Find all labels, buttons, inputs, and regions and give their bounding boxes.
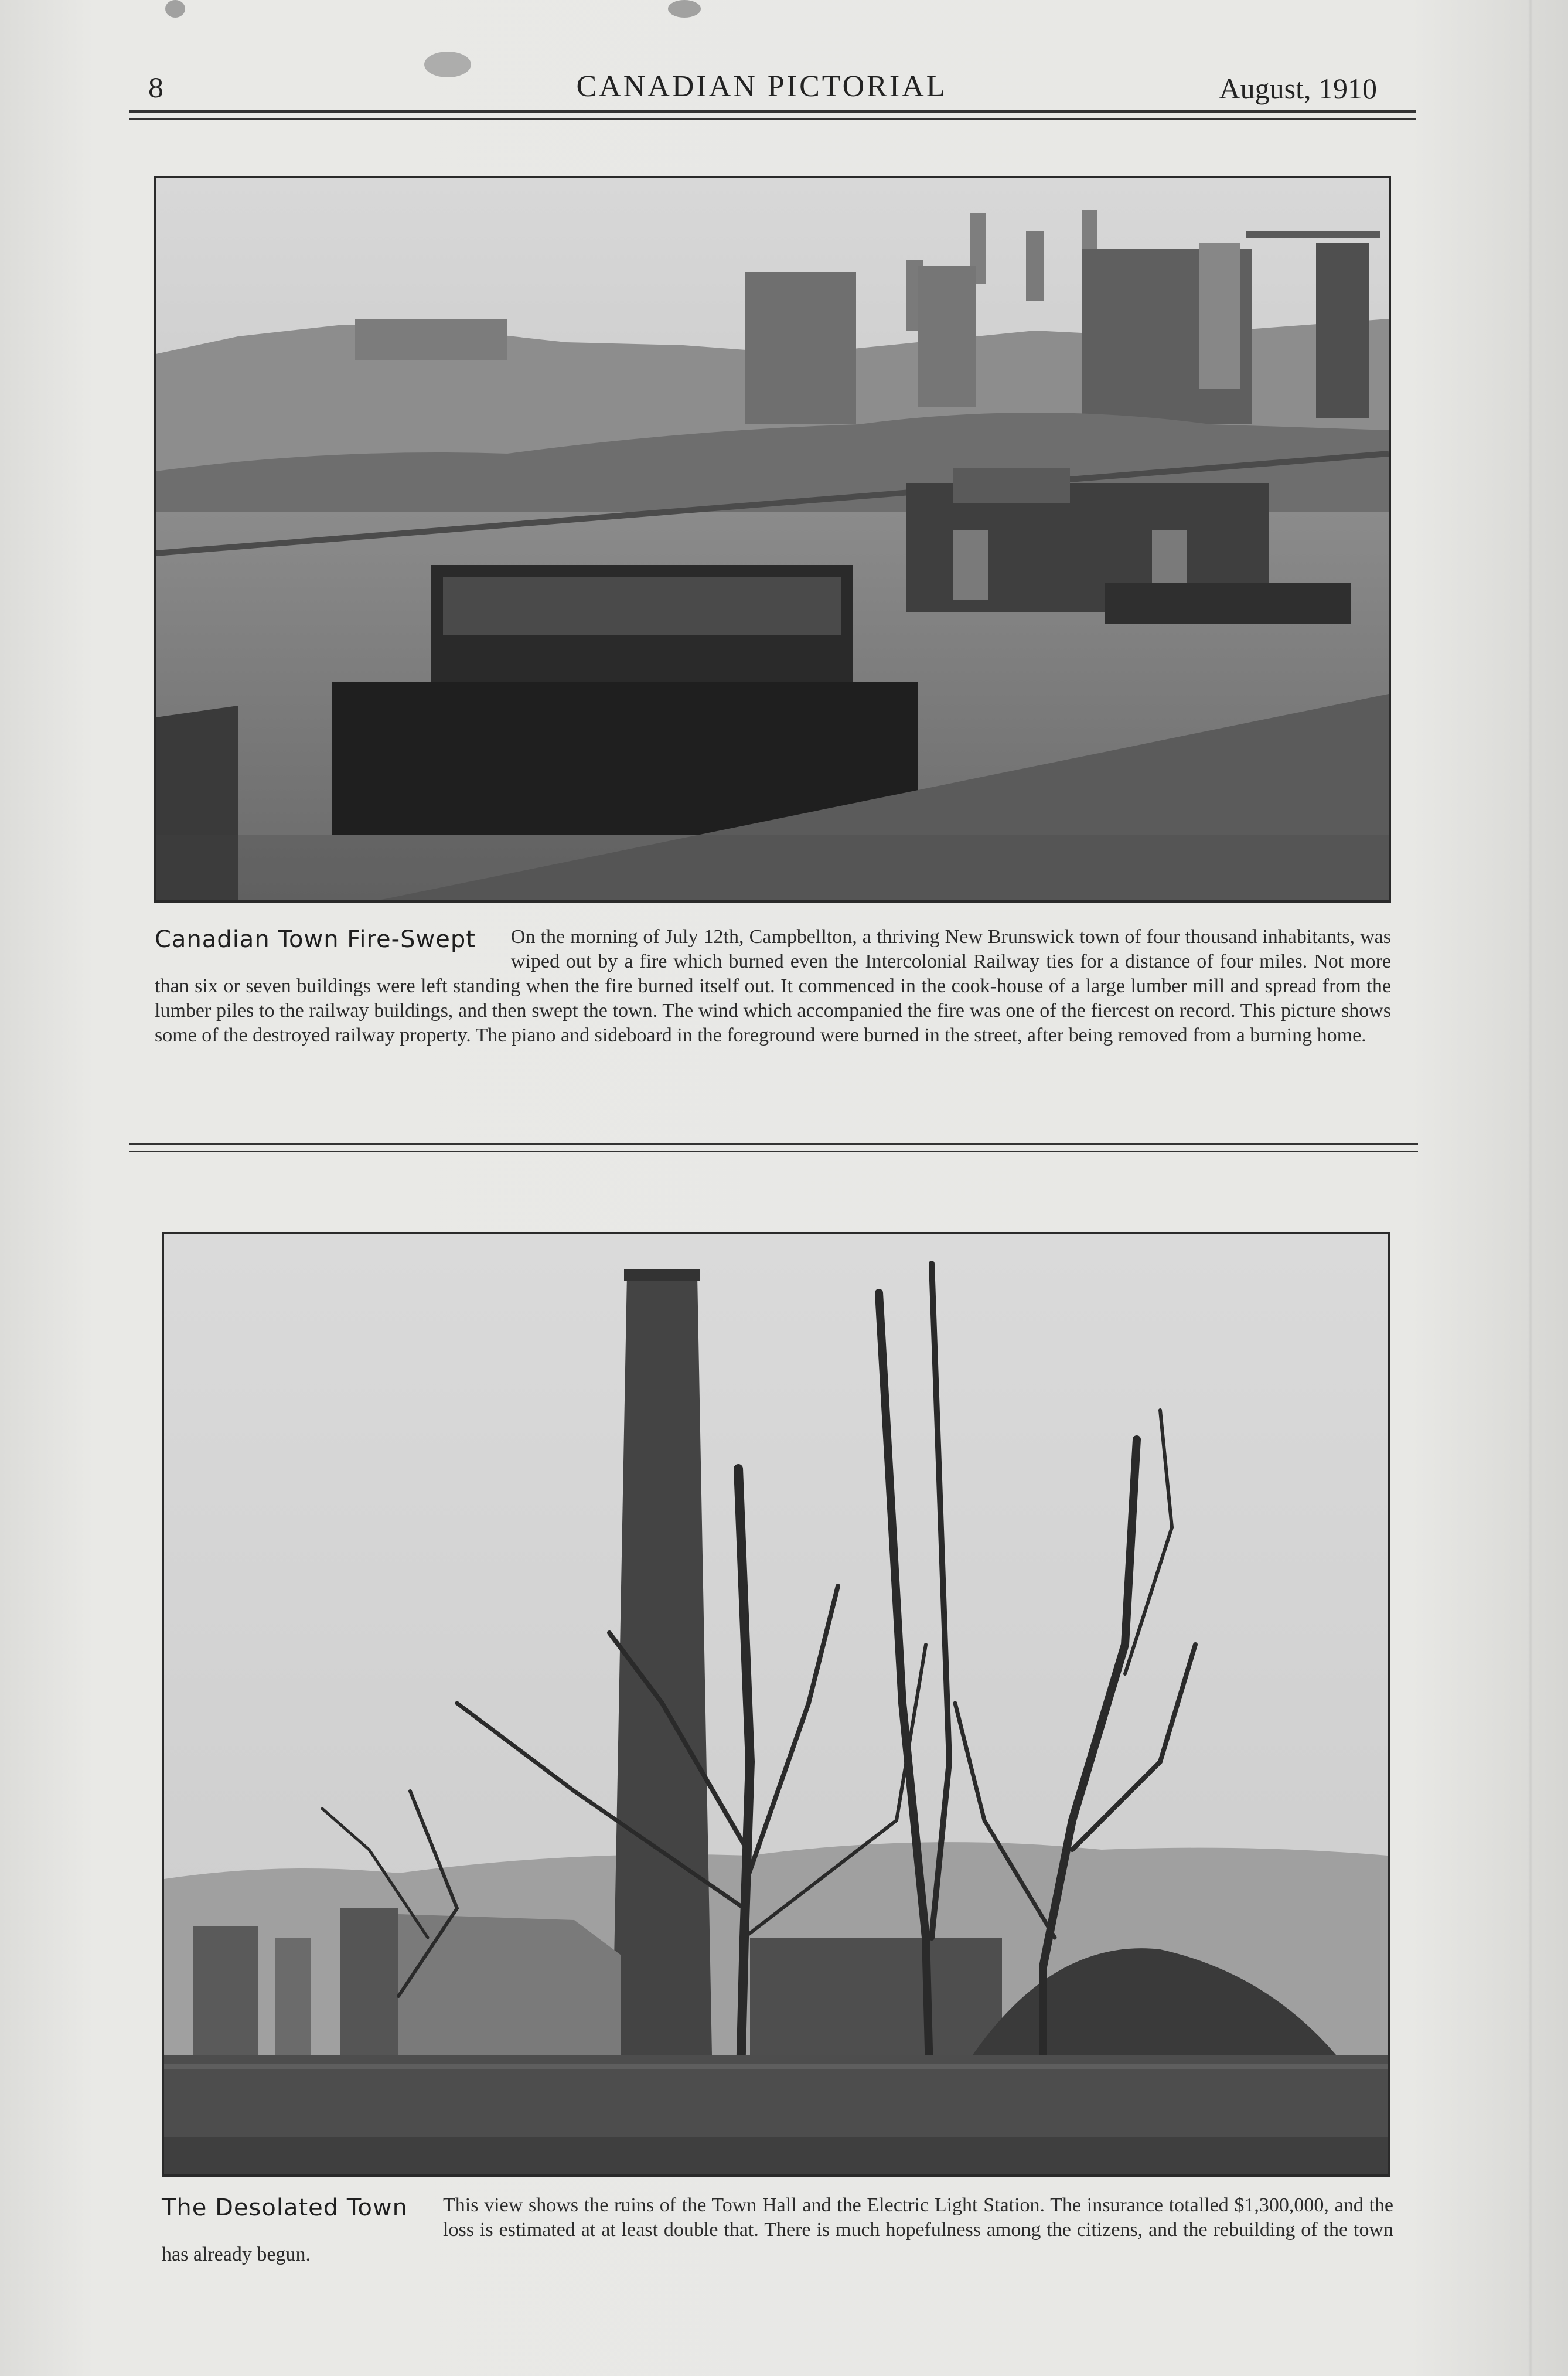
article-title: The Desolated Town — [162, 2194, 408, 2221]
photo-desolated-town — [162, 1232, 1390, 2177]
binding-hole — [668, 0, 701, 18]
section-divider — [129, 1143, 1418, 1152]
article-body: This view shows the ruins of the Town Hall and the Electric Light Station. The insurance totalled $1,300,000, and the loss is estimated at at least double that. There is much hopefulness among the citizens, and the rebuilding of the town has already begun. — [162, 2194, 1393, 2265]
article-body: On the morning of July 12th, Campbellton, a thriving New Brunswick town of four thousand inhabitants, was wiped out by a fire which burned even the Intercolonial Railway ties for a distance of four miles. Not more than six or seven buildings were left standing when the fire burned itself out. It commenced in the cook-house of a large lumber mill and spread from the lumber piles to the railway buildings, and then swept the town. The wind which accompanied the fire was one of the fiercest on record. This picture shows some of the destroyed railway property. The piano and sideboard in the foreground were burned in the street, after being removed from a burning home. — [155, 926, 1391, 1046]
binding-hole — [165, 0, 185, 18]
publication-title: CANADIAN PICTORIAL — [576, 70, 947, 103]
caption-railway-ruins — [155, 925, 1391, 1048]
header-rule — [129, 110, 1416, 120]
caption-desolated-town — [162, 2193, 1393, 2267]
issue-date: August, 1910 — [1219, 72, 1377, 105]
photo-railway-ruins — [154, 176, 1391, 903]
page-header — [129, 64, 1395, 111]
page-number: 8 — [148, 74, 164, 104]
page-fold — [1528, 0, 1533, 2376]
article-title: Canadian Town Fire-Swept — [155, 926, 476, 953]
